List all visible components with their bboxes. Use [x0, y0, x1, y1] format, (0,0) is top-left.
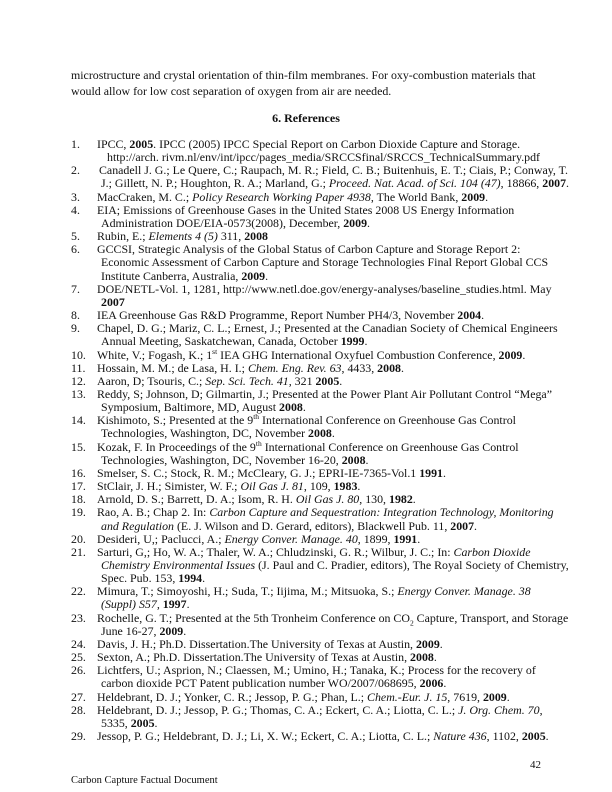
reference-text-segment: (Suppl) S57,: [101, 597, 160, 612]
reference-text-segment: 321: [291, 373, 316, 388]
reference-text-segment: .: [443, 465, 446, 480]
reference-number: 5.: [71, 229, 80, 244]
reference-text-segment: .: [417, 531, 421, 546]
reference-text-segment: EIA; Emissions of Greenhouse Gases in the United States 2008 US Energy Information: [97, 202, 515, 217]
reference-text-segment: .: [485, 189, 489, 204]
reference-text-segment: .: [331, 426, 335, 441]
reference-text-segment: Rao, A. B.; Chap 2. In:: [97, 505, 210, 520]
reference-text-segment: 2007: [542, 176, 567, 191]
reference-text-segment: 1994: [178, 571, 203, 586]
reference-item: [71, 321, 558, 349]
reference-number: 4.: [71, 202, 80, 217]
reference-number: 8.: [71, 308, 80, 323]
reference-text-segment: Chem.-Eur. J. 15: [367, 689, 448, 704]
reference-number: 15.: [71, 439, 86, 454]
reference-text-segment: 2005: [129, 137, 154, 151]
reference-text-segment: GCCSI, Strategic Analysis of the Global Status of Carbon Capture and Storage Report 2:: [97, 242, 521, 257]
reference-text-segment: Sarturi, G,; Ho, W. A.; Thaler, W. A.; Chludzinski, G. R.; Wilbur, J. C.; In:: [97, 544, 454, 559]
reference-text-segment: 2005: [130, 715, 155, 730]
reference-text-segment: Reddy, S; Johnson, D; Gilmartin, J.; Presented at the Power Plant Air Pollutant Control “Mega”: [97, 386, 552, 401]
reference-number: 17.: [71, 479, 86, 494]
reference-number: 13.: [71, 386, 86, 401]
reference-number: 19.: [71, 505, 86, 520]
reference-text-segment: 2005: [315, 373, 340, 388]
reference-text-segment: .: [183, 623, 187, 638]
reference-item: [71, 138, 551, 164]
reference-text-segment: 1999: [340, 334, 365, 349]
reference-number: 3.: [71, 189, 80, 204]
reference-text-segment: J.; Gillett, N. P.; Houghton, R. A.; Marland, G.;: [101, 176, 329, 191]
reference-number: 21.: [71, 544, 86, 559]
reference-number: 22.: [71, 584, 86, 599]
reference-text-segment: .: [339, 373, 343, 388]
reference-text-segment: StClair, J. H.; Simister, W. F.;: [97, 479, 241, 494]
reference-text-segment: Heldebrant, D. J.; Jessop, P. G.; Thomas, C. A.; Eckert, C. A.; Liotta, C. L.;: [97, 702, 459, 717]
reference-text-segment: .: [265, 268, 269, 283]
reference-text-segment: Mimura, T.; Simoyoshi, H.; Suda, T.; Iijima, M.; Mitsuoka, S.;: [97, 584, 398, 599]
reference-text-segment: Administration DOE/EIA-0573(2008), December,: [101, 215, 344, 230]
reference-text-segment: Canadell J. G.; Le Quere, C.; Raupach, M. R.; Field, C. B.; Buitenhuis, E. T.; Ciais, P.; Conway, T.: [99, 163, 568, 178]
reference-text-segment: 1982: [389, 492, 413, 507]
reference-text-segment: , 1899,: [357, 531, 394, 546]
reference-text-segment: .: [506, 689, 510, 704]
reference-text-segment: Davis, J. H.; Ph.D. Dissertation.The University of Texas at Austin,: [97, 636, 416, 651]
reference-text-segment: Heldebrant, D. J.; Yonker, C. R.; Jessop, P. G.; Phan, L.;: [97, 689, 368, 704]
reference-number: 23.: [71, 610, 86, 625]
reference-text-segment: International Conference on Greenhouse Gas Control: [259, 413, 516, 428]
reference-text-segment: Chapel, D. G.; Mariz, C. L.; Ernest, J.; Presented at the Canadian Society of Chemical Engineers: [97, 321, 558, 336]
reference-text-segment: Elements 4 (5): [148, 229, 218, 244]
reference-number: 16.: [71, 465, 86, 480]
reference-number: 9.: [71, 321, 80, 336]
reference-text-segment: .: [433, 650, 437, 665]
reference-text-segment: Sep. Sci. Tech. 41,: [205, 373, 292, 388]
reference-text-segment: .: [522, 347, 526, 362]
reference-text-segment: .: [364, 334, 368, 349]
reference-text-segment: .: [439, 636, 443, 651]
reference-text-segment: DOE/NETL-Vol. 1, 1281, http://www.netl.doe.gov/energy-analyses/baseline_studies.html. May: [97, 281, 552, 296]
reference-text-segment: (E. J. Wilson and D. Gerard, editors), Blackwell Pub. 11,: [174, 518, 451, 533]
reference-text-segment: 1991: [419, 465, 443, 480]
reference-text-segment: White, V.; Fogash, K.; 1: [97, 347, 213, 362]
reference-text-segment: Sexton, A.; Ph.D. Dissertation.The University of Texas at Austin,: [97, 650, 411, 665]
reference-text-segment: . IPCC (2005) IPCC Special Report on Carbon Dioxide Capture and Storage.: [153, 137, 521, 151]
reference-text-segment: 2007: [450, 518, 475, 533]
reference-text-segment: , 130,: [359, 492, 389, 507]
reference-number: 26.: [71, 663, 86, 678]
reference-item: [71, 438, 551, 467]
reference-text-segment: Oil Gas J. 80: [295, 492, 360, 507]
section-heading: 6. References: [272, 111, 340, 125]
reference-text-segment: 1991: [393, 531, 418, 546]
reference-text-segment: Symposium, Baltimore, MD, August: [101, 400, 280, 415]
reference-text-segment: , The World Bank,: [370, 189, 462, 204]
reference-text-segment: .: [481, 308, 485, 323]
reference-number: 11.: [71, 360, 86, 375]
reference-line: [71, 283, 551, 296]
reference-text-segment: .: [302, 400, 306, 415]
reference-text-segment: Proceed. Nat. Acad. of Sci. 104 (47): [328, 176, 501, 191]
reference-text-segment: Arnold, D. S.; Barrett, D. A.; Isom, R. H.: [97, 492, 296, 507]
reference-text-segment: International Conference on Greenhouse Gas Control: [261, 439, 519, 454]
reference-number: 2.: [71, 163, 80, 178]
reference-text-segment: .: [202, 571, 206, 586]
reference-item: [71, 243, 551, 282]
reference-number: 24.: [71, 636, 86, 651]
reference-number: 28.: [71, 702, 86, 717]
reference-text-segment: Kishimoto, S.; Presented at the 9: [97, 413, 254, 428]
reference-text-segment: Chemistry Environmental Issues: [101, 558, 256, 572]
reference-text-segment: , 18866,: [500, 176, 543, 191]
reference-number: 6.: [71, 242, 80, 257]
reference-text-segment: .: [443, 676, 447, 691]
reference-text-segment: MacCraken, M. C.;: [97, 189, 193, 204]
reference-text-segment: Rochelle, G. T.; Presented at the 5th Tronheim Conference on CO: [97, 610, 410, 625]
reference-number: 25.: [71, 650, 86, 665]
reference-text-segment: 2009: [159, 623, 184, 638]
reference-text-segment: st: [212, 346, 218, 356]
reference-text-segment: 2009: [241, 268, 266, 283]
reference-text-segment: .: [566, 176, 570, 191]
reference-text-segment: .: [545, 729, 549, 744]
reference-text-segment: 2009: [415, 636, 440, 651]
reference-text-segment: IEA GHG International Oxyfuel Combustion Conference,: [217, 347, 499, 362]
reference-text-segment: 2009: [343, 215, 368, 230]
reference-text-segment: Capture, Transport, and Storage: [413, 610, 569, 625]
reference-item: [71, 704, 551, 730]
reference-text-segment: http://arch. rivm.nl/env/int/ipcc/pages_media/SRCCSfinal/SRCCS_TechnicalSummary.pdf: [107, 150, 541, 165]
reference-number: 29.: [71, 729, 86, 744]
reference-number: 18.: [71, 492, 86, 507]
reference-text-segment: .: [367, 215, 370, 230]
reference-item: [71, 204, 551, 230]
reference-text-segment: 5335,: [101, 715, 131, 730]
reference-text-segment: Institute Canberra, Australia,: [101, 268, 242, 283]
reference-number: 20.: [71, 531, 86, 546]
reference-text-segment: 2008: [308, 426, 332, 441]
reference-text-segment: Technologies, Washington, DC, November 16-20,: [101, 452, 342, 467]
reference-number: 27.: [71, 689, 86, 704]
reference-item: [71, 610, 569, 638]
reference-text-segment: 2007: [101, 294, 125, 309]
reference-text-segment: Desideri, U,; Paclucci, A.;: [97, 531, 225, 546]
reference-text-segment: 2008: [341, 452, 366, 467]
reference-item: [71, 163, 570, 191]
reference-text-segment: 2005: [521, 729, 546, 744]
reference-text-segment: Aaron, D; Tsouris, C.;: [97, 373, 206, 388]
reference-text-segment: th: [253, 412, 260, 422]
reference-text-segment: Energy Conver. Manage. 38: [397, 584, 531, 599]
reference-text-segment: Kozak, F. In Proceedings of the 9: [97, 439, 256, 454]
reference-text-segment: ,: [539, 702, 543, 717]
reference-text-segment: and Regulation: [101, 518, 174, 533]
reference-text-segment: , 109,: [303, 479, 334, 494]
reference-text-segment: 311,: [217, 229, 245, 244]
reference-item: [71, 414, 551, 440]
reference-text-segment: Spec. Pub. 153,: [101, 571, 179, 586]
reference-text-segment: Chem. Eng. Rev. 63: [247, 360, 342, 375]
reference-text-segment: .: [154, 715, 158, 730]
reference-item: [71, 283, 551, 309]
reference-text-segment: 2: [409, 618, 414, 627]
reference-item: [71, 505, 554, 533]
reference-text-segment: Technologies, Washington, DC, November: [101, 426, 309, 441]
reference-number: 12.: [71, 373, 86, 388]
reference-number: 10.: [71, 347, 86, 362]
reference-text-segment: Carbon Dioxide: [453, 544, 531, 559]
reference-text-segment: Economic Assessment of Carbon Capture and Storage Technologies Final Report Global CCS: [101, 255, 549, 270]
reference-text-segment: 2004: [457, 308, 482, 323]
reference-text-segment: Jessop, P. G.; Heldebrant, D. J.; Li, X. W.; Eckert, C. A.; Liotta, C. L.;: [97, 729, 434, 744]
reference-text-segment: Policy Research Working Paper 4938: [192, 189, 371, 204]
reference-text-segment: 1997: [162, 597, 187, 612]
reference-text-segment: , 1102,: [486, 729, 522, 744]
reference-text-segment: .: [474, 518, 478, 533]
reference-text-segment: .: [412, 492, 416, 507]
reference-text-segment: Carbon Capture and Sequestration: Integration Technology, Monitoring: [209, 505, 554, 520]
reference-text-segment: 2009: [482, 689, 507, 704]
reference-item: [71, 544, 569, 586]
reference-text-segment: Nature 436: [433, 729, 487, 744]
reference-text-segment: , 7619,: [447, 689, 483, 704]
reference-text-segment: .: [186, 597, 190, 612]
reference-text-segment: Annual Meeting, Saskatchewan, Canada, October: [101, 334, 341, 349]
intro-paragraph: microstructure and crystal orientation of thin-film membranes. For oxy-combustion materials that would allow for low cost separation of oxygen from air are needed.: [71, 68, 536, 98]
reference-text-segment: th: [255, 438, 262, 448]
reference-item: [71, 388, 551, 414]
reference-text-segment: carbon dioxide PCT Patent publication number WO/2007/068695,: [101, 676, 420, 691]
reference-text-segment: .: [365, 452, 369, 467]
reference-text-segment: Hossain, M. M.; de Lasa, H. I.;: [97, 360, 248, 375]
reference-text-segment: Rubin, E.;: [97, 229, 149, 244]
reference-text-segment: 2006: [419, 676, 444, 691]
reference-text-segment: Smelser, S. C.; Stock, R. M.; McCleary, G. J.; EPRI-IE-7365-Vol.1: [97, 465, 420, 480]
reference-number: 7.: [71, 281, 80, 296]
reference-line: [71, 730, 551, 743]
reference-text-segment: 2009: [498, 347, 523, 362]
document-footer: Carbon Capture Factual Document: [71, 775, 218, 786]
reference-text-segment: 1983: [333, 479, 358, 494]
reference-text-segment: Energy Conver. Manage. 40: [224, 531, 358, 546]
reference-text-segment: , 4433,: [341, 360, 378, 375]
reference-text-segment: June 16-27,: [101, 623, 160, 638]
reference-number: 14.: [71, 413, 86, 428]
reference-text-segment: Oil Gas J. 81: [240, 479, 304, 494]
reference-item: [71, 730, 551, 743]
reference-text-segment: 2008: [279, 400, 303, 415]
reference-text-segment: IEA Greenhouse Gas R&D Programme, Report Number PH4/3, November: [97, 308, 458, 323]
reference-text-segment: Lichtfers, U.; Asprion, N.; Claessen, M.; Umino, H.; Tanaka, K.; Process for the recovery of: [97, 663, 536, 678]
reference-list: [71, 137, 570, 744]
reference-text-segment: 2008: [410, 650, 434, 665]
reference-text-segment: 2008: [377, 360, 401, 375]
reference-item: [71, 585, 551, 611]
page-number: 42: [530, 759, 541, 771]
reference-text-segment: (J. Paul and C. Pradier, editors), The Royal Society of Chemistry,: [255, 558, 569, 572]
reference-item: [71, 664, 551, 690]
reference-text-segment: .: [400, 360, 404, 375]
reference-number: 1.: [71, 137, 80, 151]
reference-text-segment: 2009: [461, 189, 486, 204]
reference-text-segment: 2008: [244, 229, 268, 244]
reference-text-segment: IPCC,: [97, 137, 130, 151]
reference-text-segment: J. Org. Chem. 70: [458, 702, 540, 717]
reference-text-segment: .: [357, 479, 361, 494]
